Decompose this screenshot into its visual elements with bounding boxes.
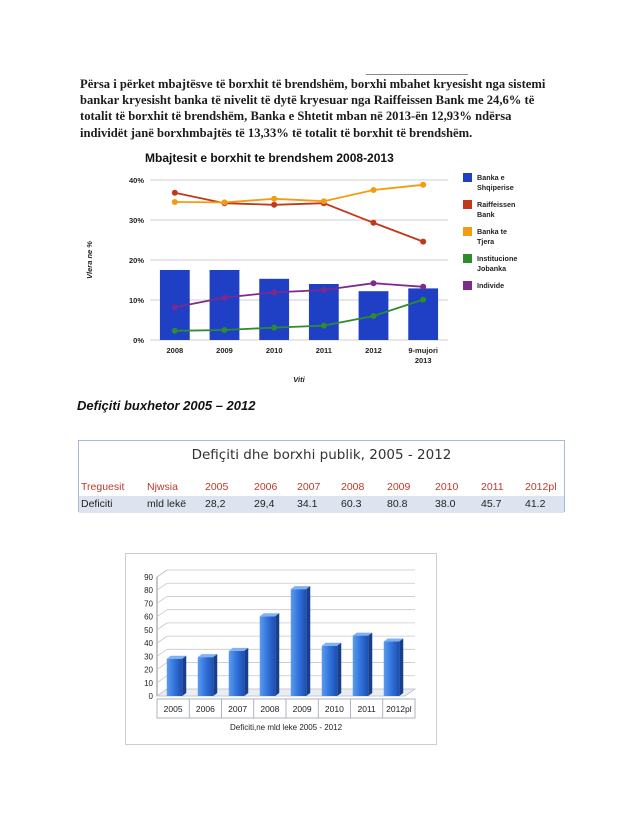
gridline	[157, 583, 167, 590]
legend-label: Banka te	[477, 227, 507, 236]
x-tick-label: 2006	[195, 704, 215, 714]
data-point	[172, 199, 178, 205]
y-tick-label: 10%	[128, 296, 144, 305]
bar-side	[306, 586, 310, 696]
table-header-cell: 2006	[254, 481, 278, 493]
data-point	[172, 328, 178, 334]
bar-side	[368, 633, 372, 696]
table-title: Defiçiti dhe borxhi publik, 2005 - 2012	[191, 447, 452, 463]
table-cell: 80.8	[387, 498, 408, 510]
x-axis-label: Viti	[293, 375, 305, 384]
paragraph-line: bankar kryesisht banka të nivelit të dytë kryesuar nga Raiffeissen Bank me 24,6% të	[80, 93, 535, 108]
table-cell: 41.2	[525, 498, 546, 510]
data-point	[271, 202, 277, 208]
data-point	[222, 327, 228, 333]
table-cell: 34.1	[297, 498, 318, 510]
x-tick-label: 9-mujori	[408, 346, 438, 355]
y-tick-label: 40	[144, 639, 153, 649]
x-tick-label: 2007	[228, 704, 248, 714]
data-point	[172, 304, 178, 310]
gridline	[157, 610, 167, 617]
y-tick-label: 80	[144, 586, 153, 596]
bar-side	[182, 656, 186, 696]
chart-floor	[157, 689, 415, 696]
y-tick-label: 0%	[133, 336, 144, 345]
table-header-row	[79, 479, 564, 496]
y-tick-label: 60	[144, 612, 153, 622]
table-header-cell: 2010	[435, 481, 459, 493]
table-row	[79, 496, 564, 513]
legend-label: Bank	[477, 210, 495, 219]
y-tick-label: 90	[144, 573, 153, 582]
table-cell: 28,2	[205, 498, 226, 510]
data-point	[222, 295, 228, 301]
data-point	[321, 323, 327, 329]
bar	[229, 651, 245, 696]
debt-holders-chart	[80, 146, 570, 386]
data-point	[271, 325, 277, 331]
table-cell: 29,4	[254, 498, 275, 510]
gridline	[157, 649, 167, 656]
x-tick-label: 2013	[414, 356, 432, 365]
x-tick-label: 2012pl	[386, 704, 412, 714]
data-point	[271, 196, 277, 202]
table-header-cell: 2012pl	[525, 481, 557, 493]
data-point	[371, 187, 377, 193]
y-tick-label: 20%	[128, 256, 144, 265]
section-heading: Defiçiti buxhetor 2005 – 2012	[77, 398, 256, 413]
legend-label: Tjera	[477, 237, 495, 246]
gridline	[157, 636, 167, 643]
legend-label: Institucione	[477, 254, 518, 263]
table-cell: 60.3	[341, 498, 362, 510]
legend-swatch	[463, 200, 472, 209]
legend-label: Jobanka	[477, 264, 507, 273]
bar	[322, 646, 338, 696]
gridline	[157, 623, 167, 630]
table-header-cell: Njwsia	[147, 481, 178, 493]
table-header-cell: 2011	[481, 481, 504, 493]
legend-label: Shqiperise	[477, 183, 514, 192]
legend-swatch	[463, 254, 472, 263]
data-point	[420, 239, 426, 245]
data-point	[321, 198, 327, 204]
paragraph-line: totalit të borxhit të brendshëm, Banka e Shtetit mban në 2013-ën 12,93% ndërsa	[80, 109, 512, 124]
data-point	[371, 313, 377, 319]
y-tick-label: 30	[144, 652, 153, 662]
paragraph-line: individët janë borxhmbajtës të 13,33% të totalit të borxhit të brendshëm.	[80, 125, 473, 140]
y-tick-label: 10	[144, 678, 153, 688]
table-header-cell: 2007	[297, 481, 321, 493]
chart-title: Mbajtesit e borxhit te brendshem 2008-2013	[145, 151, 394, 165]
legend-label: Individe	[477, 281, 505, 290]
x-tick-label: 2005	[163, 704, 183, 714]
deficit-table	[78, 440, 565, 512]
bar	[408, 288, 438, 340]
x-tick-label: 2008	[166, 346, 184, 355]
data-point	[371, 220, 377, 226]
data-point	[172, 190, 178, 196]
legend-swatch	[463, 227, 472, 236]
y-tick-label: 30%	[128, 216, 144, 225]
data-point	[420, 284, 426, 290]
data-point	[420, 297, 426, 303]
gridline	[157, 676, 167, 683]
bar-side	[399, 639, 403, 696]
data-point	[222, 199, 228, 205]
x-tick-label: 2010	[265, 346, 283, 355]
table-cell: 45.7	[481, 498, 502, 510]
deficit-chart	[125, 553, 437, 745]
x-tick-label: 2011	[357, 704, 376, 714]
bar-side	[213, 654, 217, 696]
bar	[259, 279, 289, 340]
data-point	[271, 289, 277, 295]
y-tick-label: 20	[144, 665, 153, 675]
y-axis-label: Vlera ne %	[85, 241, 94, 279]
gridline	[157, 570, 167, 577]
table-cell: Deficiti	[81, 498, 113, 510]
bar	[260, 616, 276, 696]
table-header-cell: 2005	[205, 481, 229, 493]
table-header-cell: 2008	[341, 481, 365, 493]
y-tick-label: 70	[144, 599, 153, 609]
x-tick-label: 2008	[260, 704, 280, 714]
y-tick-label: 0	[148, 692, 153, 701]
legend-label: Raiffeissen	[477, 200, 516, 209]
x-axis-label: Deficiti,ne mld leke 2005 - 2012	[229, 723, 343, 732]
bar-side	[275, 613, 279, 696]
intro-paragraph	[80, 76, 570, 141]
x-tick-label: 2012	[365, 346, 382, 355]
table-cell: 38.0	[435, 498, 456, 510]
bar	[167, 659, 183, 696]
x-tick-label: 2010	[324, 704, 344, 714]
bar	[198, 657, 214, 696]
data-point	[321, 287, 327, 293]
legend-swatch	[463, 173, 472, 182]
bar	[353, 636, 369, 696]
paragraph-line: Përsa i përket mbajtësve të borxhit të brendshëm, borxhi mbahet kryesisht nga sistemi	[80, 77, 546, 91]
table-header-cell: 2009	[387, 481, 411, 493]
gridline	[157, 596, 167, 603]
bar	[291, 589, 307, 696]
bar	[384, 642, 400, 696]
legend-swatch	[463, 281, 472, 290]
data-point	[371, 280, 377, 286]
y-tick-label: 50	[144, 625, 153, 635]
x-tick-label: 2009	[216, 346, 233, 355]
y-tick-label: 40%	[128, 176, 144, 185]
legend-label: Banka e	[477, 173, 505, 182]
gridline	[157, 663, 167, 670]
x-tick-label: 2009	[292, 704, 312, 714]
x-tick-label: 2011	[315, 346, 332, 355]
data-point	[420, 182, 426, 188]
table-cell: mld lekë	[147, 498, 187, 510]
bar-side	[244, 648, 248, 696]
table-header-cell: Treguesit	[81, 481, 125, 493]
bar-side	[337, 643, 341, 696]
top-rule	[366, 74, 468, 75]
